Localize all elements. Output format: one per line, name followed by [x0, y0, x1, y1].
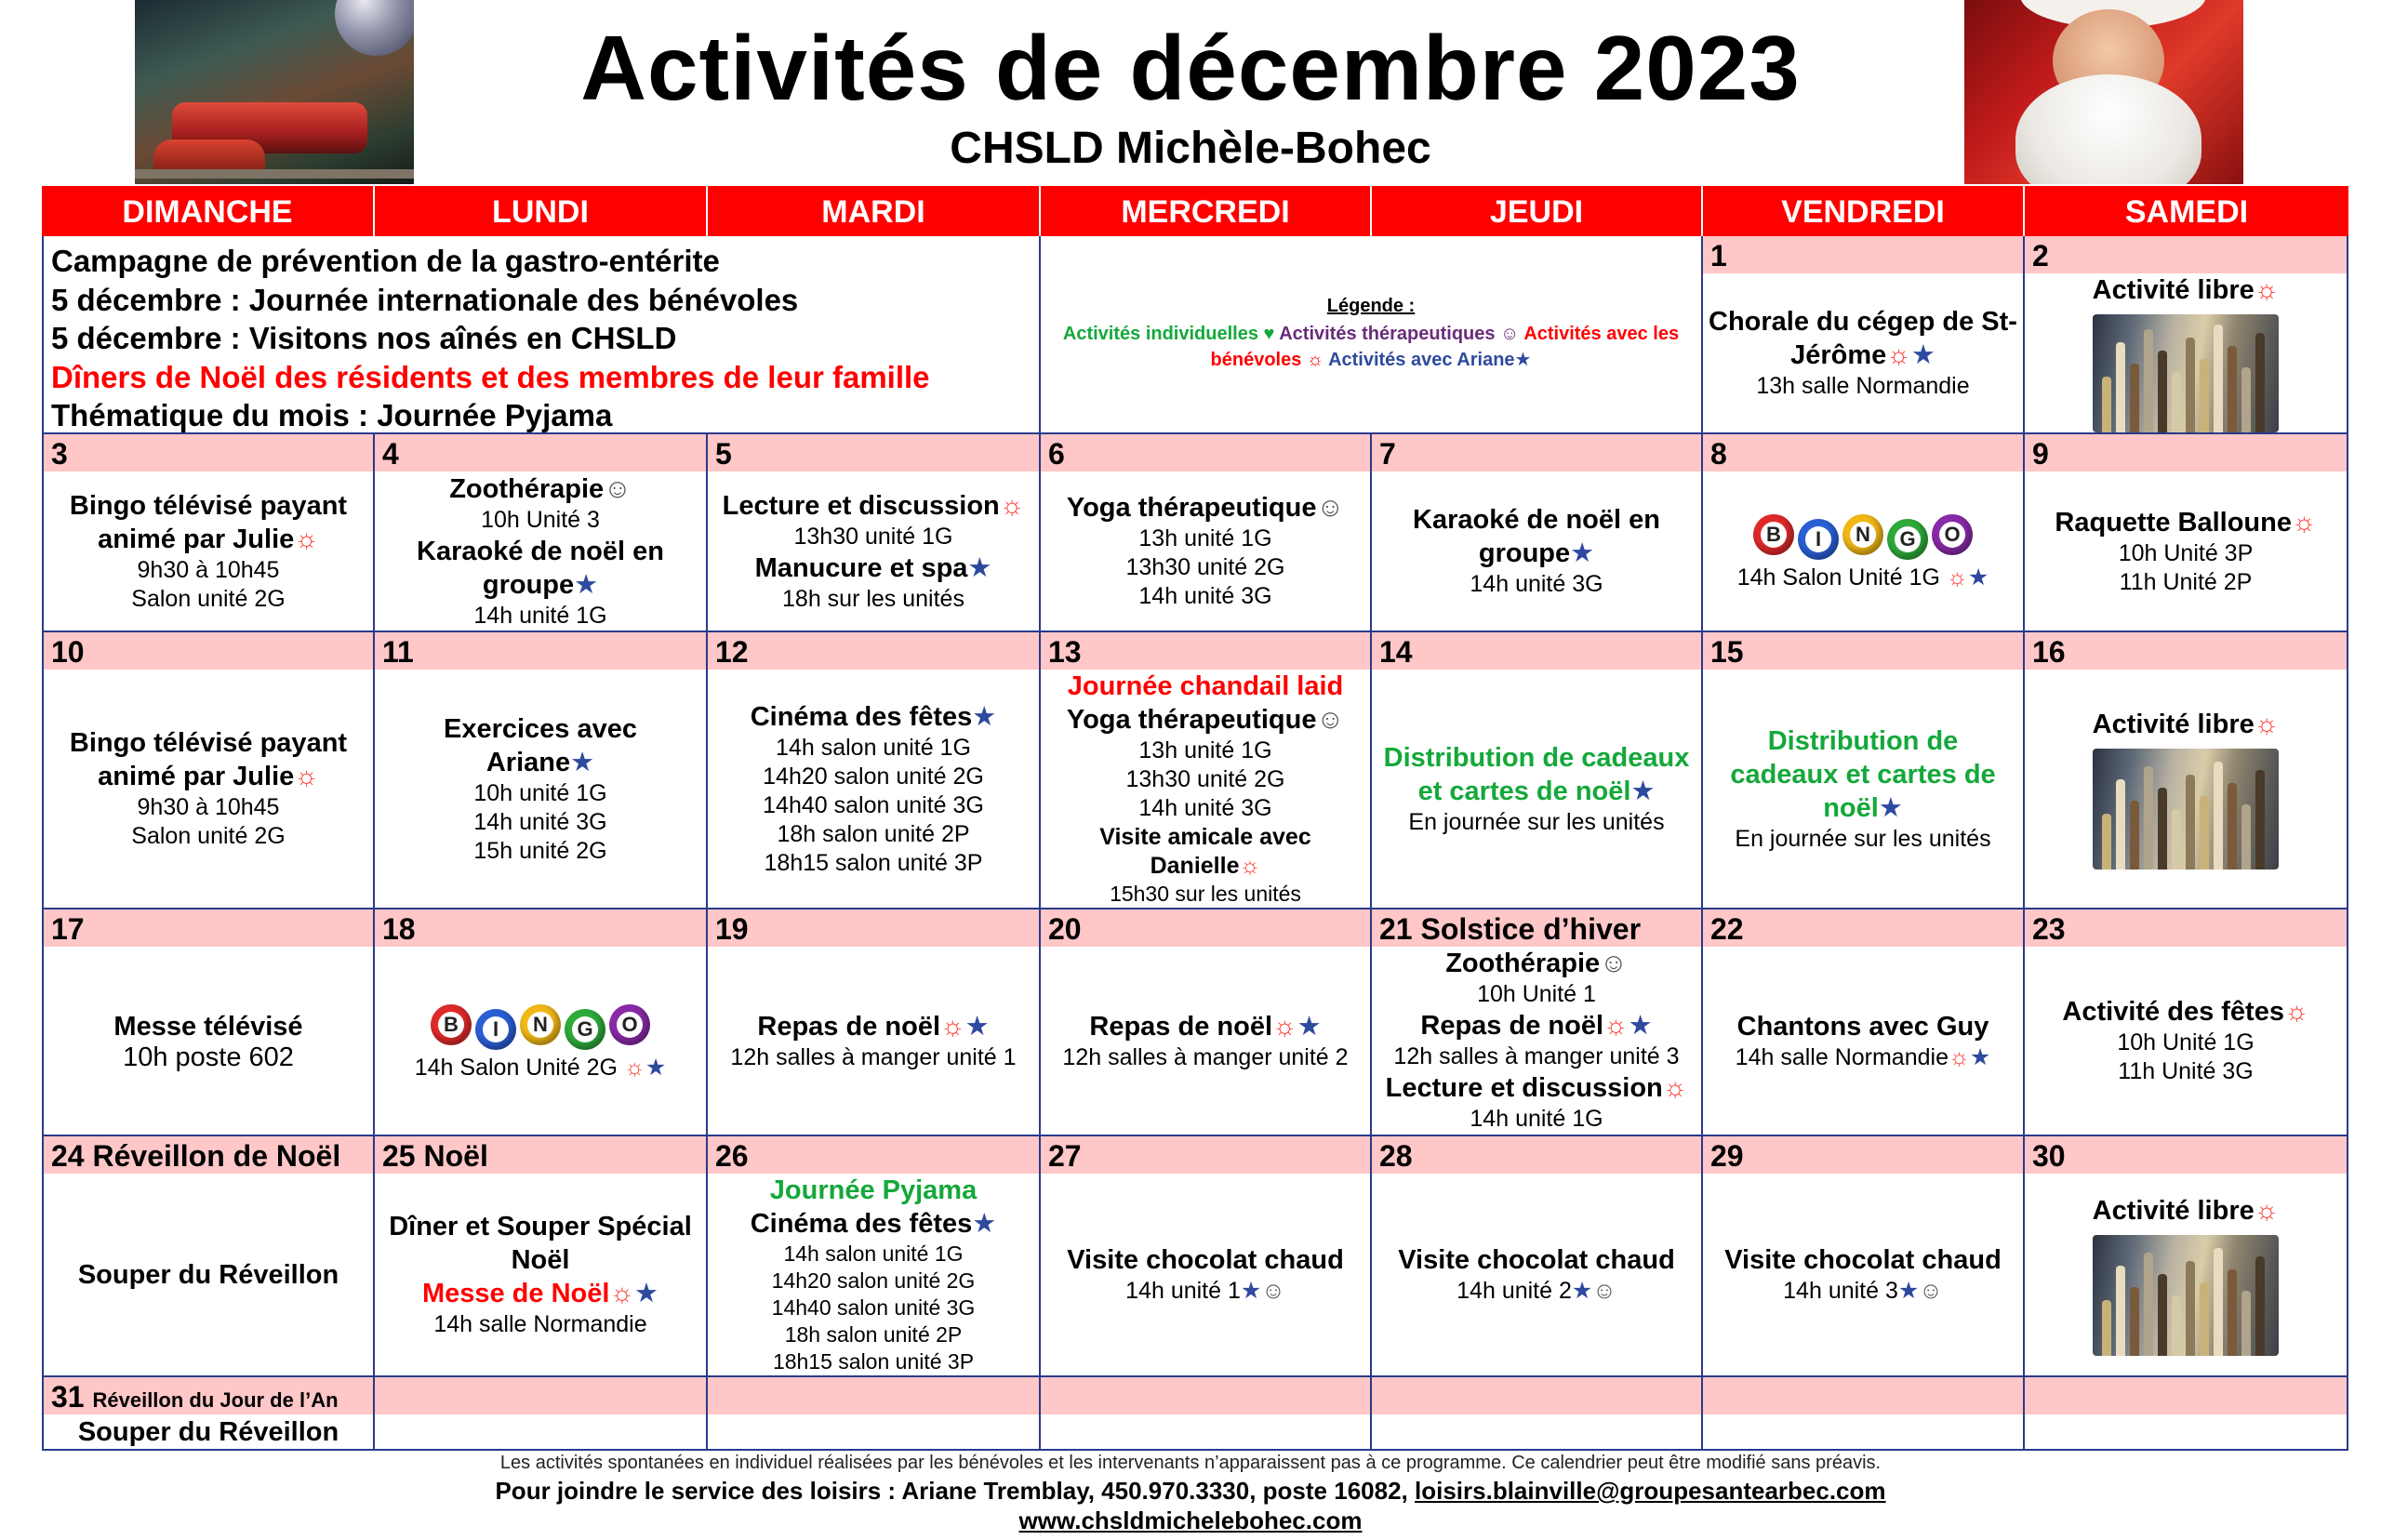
- event-detail: 13h unité 1G: [1138, 737, 1272, 763]
- event-detail: 12h salles à manger unité 3: [1393, 1043, 1680, 1069]
- day-cell-2: 2 Activité libre☼: [2025, 236, 2348, 434]
- page-subtitle: CHSLD Michèle-Bohec: [950, 124, 1431, 173]
- empty-cell: [1372, 1377, 1703, 1451]
- event-detail: 14h unité 3: [1783, 1278, 1898, 1304]
- date-number: 18: [375, 909, 706, 947]
- event-detail: En journée sur les unités: [1408, 808, 1665, 835]
- date-number: 7: [1372, 434, 1701, 471]
- event-title: Dîner et Souper Spécial Noël: [389, 1212, 692, 1275]
- event-detail: 12h salles à manger unité 2: [1062, 1043, 1349, 1070]
- event-title: Activité des fêtes: [2062, 997, 2284, 1027]
- email-link[interactable]: loisirs.blainville@groupesantearbec.com: [1415, 1477, 1886, 1505]
- footer-contact: [0, 1477, 2381, 1506]
- event-detail: 18h salon unité 2P: [784, 1322, 963, 1347]
- event-detail: En journée sur les unités: [1735, 825, 1991, 852]
- page-header: [0, 0, 2381, 184]
- event-detail: 14h Salon Unité 1G: [1736, 564, 1940, 591]
- event-detail: 12h salles à manger unité 1: [730, 1043, 1017, 1070]
- contact-text: Pour joindre le service des loisirs : Ariane Tremblay, 450.970.3330, poste 16082,: [495, 1477, 1408, 1505]
- day-cell-22: 22 Chantons avec Guy 14h salle Normandie☼★: [1703, 909, 2025, 1136]
- event-title: Messe de Noël: [421, 1279, 610, 1308]
- event-detail: 10h Unité 1: [1477, 981, 1596, 1007]
- event-detail: 18h sur les unités: [782, 585, 964, 612]
- event-detail: 14h20 salon unité 2G: [771, 1268, 976, 1293]
- event-title: Distribution de cadeaux et cartes de noël: [1383, 742, 1690, 806]
- day-cell-9: 9 Raquette Ballounе☼ 10h Unité 3P 11h Unité 2P: [2025, 434, 2348, 632]
- date-number: 15: [1703, 632, 2023, 670]
- info-line: Dîners de Noël des résidents et des membres de leur famille: [51, 359, 930, 394]
- day-cell-18: 18 B I N G O 14h Salon Unité 2G ☼★: [375, 909, 708, 1136]
- event-detail: 13h unité 1G: [1138, 525, 1272, 551]
- day-cell-10: 10 Bingo télévisé payant animé par Julie☼ 9h30 à 10h45 Salon unité 2G: [42, 632, 375, 909]
- legend-therapeutic: Activités thérapeutiques ☺: [1279, 324, 1520, 344]
- event-detail: 14h unité 3G: [1138, 795, 1272, 821]
- event-title: Manucure et spa: [754, 552, 968, 583]
- day-cell-25: 25 Noël Dîner et Souper Spécial Noël Messe de Noël☼★ 14h salle Normandie: [375, 1136, 708, 1377]
- date-number: 17: [44, 909, 373, 947]
- legend-box: [1041, 236, 1703, 434]
- event-detail: 14h salon unité 1G: [776, 734, 971, 761]
- day-cell-30: 30 Activité libre☼: [2025, 1136, 2348, 1377]
- event-detail: 11h Unité 2P: [2119, 568, 2253, 595]
- empty-cell: [1041, 1377, 1372, 1451]
- event-title: Chorale du cégep de St-Jérôme: [1709, 307, 2017, 370]
- date-number: 3: [44, 434, 373, 471]
- event-detail: 10h unité 1G: [473, 779, 607, 806]
- event-detail: 14h unité 3G: [1470, 571, 1603, 597]
- day-cell-14: 14 Distribution de cadeaux et cartes de noël★ En journée sur les unités: [1372, 632, 1703, 909]
- date-number: 8: [1703, 434, 2023, 471]
- website-link[interactable]: www.chsldmichelebohec.com: [1018, 1507, 1363, 1534]
- event-detail: 18h15 salon unité 3P: [764, 849, 983, 876]
- day-cell-26: 26 Journée Pyjama Cinéma des fêtes★ 14h salon unité 1G 14h20 salon unité 2G 14h40 salon unité 3G 18h salon unité 2P 18h15 salon unité 3P: [708, 1136, 1041, 1377]
- event-detail: 14h unité 3G: [473, 808, 607, 835]
- day-header-jeudi: JEUDI: [1372, 186, 1703, 236]
- event-title: Cinéma des fêtes: [750, 701, 973, 732]
- event-detail: 14h40 salon unité 3G: [771, 1295, 976, 1320]
- event-title: Visite chocolat chaud: [1067, 1245, 1344, 1275]
- event-detail: 11h Unité 3G: [2118, 1058, 2254, 1084]
- event-detail: 9h30 à 10h45: [137, 556, 280, 583]
- event-title: Messe télévisé: [113, 1011, 303, 1042]
- date-number: 5: [708, 434, 1039, 471]
- date-number: 12: [708, 632, 1039, 670]
- day-header-vendredi: VENDREDI: [1703, 186, 2025, 236]
- day-cell-1: 1 Chorale du cégep de St-Jérôme☼★ 13h salle Normandie: [1703, 236, 2025, 434]
- footer-note: Les activités spontanées en individuel réalisées par les bénévoles et les intervenants n’apparaissent pas à ce programme. Ce calendrier peut être modifié sans préavis.: [499, 1453, 1882, 1473]
- event-detail: 9h30 à 10h45: [137, 794, 280, 820]
- event-title: Journée Pyjama: [769, 1175, 978, 1205]
- day-cell-19: 19 Repas de noël☼★ 12h salles à manger unité 1: [708, 909, 1041, 1136]
- day-cell-21: 21 Solstice d’hiver Zoothérapie☺ 10h Unité 1 Repas de noël☼★ 12h salles à manger unité 3 Lecture et discussion☼ 14h unité 1G: [1372, 909, 1703, 1136]
- legend-title: Légende :: [1326, 296, 1416, 316]
- day-cell-15: 15 Distribution de cadeaux et cartes de noël★ En journée sur les unités: [1703, 632, 2025, 909]
- calendar-grid: [42, 186, 2348, 1451]
- event-detail: Salon unité 2G: [131, 823, 286, 849]
- day-cell-3: 3 Bingo télévisé payant animé par Julie☼ 9h30 à 10h45 Salon unité 2G: [42, 434, 375, 632]
- event-title: Bingo télévisé payant animé par Julie: [69, 490, 348, 554]
- day-cell-7: 7 Karaoké de noël en groupe★ 14h unité 3G: [1372, 434, 1703, 632]
- event-title: Repas de noël: [1420, 1011, 1604, 1041]
- day-cell-24: [42, 1136, 375, 1377]
- day-cell-13: 13 Journée chandail laid Yoga thérapeutique☺ 13h unité 1G 13h30 unité 2G 14h unité 3G Visite amicale avec Danielle☼ 15h30 sur les unités: [1041, 632, 1372, 909]
- event-title: Activité libre: [2092, 1195, 2255, 1226]
- event-detail: 15h unité 2G: [473, 837, 607, 864]
- monthly-info-box: [42, 236, 1041, 434]
- info-line: 5 décembre : Journée internationale des bénévoles: [51, 282, 799, 317]
- event-title: Souper du Réveillon: [77, 1259, 339, 1290]
- page-title: Activités de décembre 2023: [580, 17, 1801, 119]
- day-cell-27: 27 Visite chocolat chaud 14h unité 1★☺: [1041, 1136, 1372, 1377]
- bingo-logo: B I N G O: [431, 1000, 650, 1050]
- event-detail: 14h unité 3G: [1138, 583, 1272, 609]
- date-number: 25 Noël: [375, 1136, 706, 1174]
- event-title: Raquette Ballounе: [2055, 507, 2292, 538]
- paintbrushes-image: [2093, 749, 2279, 870]
- day-header-mardi: MARDI: [708, 186, 1041, 236]
- event-title: Activité libre: [2092, 710, 2255, 739]
- day-header-samedi: SAMEDI: [2025, 186, 2348, 236]
- date-number: 9: [2025, 434, 2347, 471]
- event-detail: 14h Salon Unité 2G: [414, 1054, 618, 1081]
- info-line: Thématique du mois : Journée Pyjama: [51, 398, 613, 432]
- date-number: 27: [1041, 1136, 1370, 1174]
- day-cell-28: 28 Visite chocolat chaud 14h unité 2★☺: [1372, 1136, 1703, 1377]
- event-title: Zoothérapie: [449, 473, 605, 504]
- event-title: Journée chandail laid: [1067, 671, 1344, 701]
- event-detail: 13h salle Normandie: [1756, 373, 1970, 399]
- event-title: Bingo télévisé payant animé par Julie: [69, 728, 348, 791]
- event-detail: 18h salon unité 2P: [777, 820, 970, 847]
- day-cell-6: 6 Yoga thérapeutique☺ 13h unité 1G 13h30 unité 2G 14h unité 3G: [1041, 434, 1372, 632]
- day-cell-12: 12 Cinéma des fêtes★ 14h salon unité 1G 14h20 salon unité 2G 14h40 salon unité 3G 18h salon unité 2P 18h15 salon unité 3P: [708, 632, 1041, 909]
- date-number: 14: [1372, 632, 1701, 670]
- paintbrushes-image: [2093, 314, 2279, 432]
- event-detail: 14h salle Normandie: [433, 1311, 647, 1337]
- event-detail: 13h30 unité 2G: [1125, 766, 1285, 792]
- event-title: Repas de noël: [757, 1011, 941, 1042]
- day-cell-4: 4 Zoothérapie☺ 10h Unité 3 Karaoké de noël en groupe★ 14h unité 1G: [375, 434, 708, 632]
- event-title: Zoothérapie: [1445, 949, 1601, 978]
- event-detail: 14h unité 1: [1125, 1278, 1241, 1304]
- event-title: Souper du Réveillon: [77, 1416, 339, 1447]
- event-title: Activité libre: [2092, 275, 2255, 305]
- event-title: Karaoké de noël en groupe: [1413, 505, 1660, 568]
- event-title: Chantons avec Guy: [1736, 1011, 1989, 1042]
- event-detail: 10h Unité 3: [481, 506, 600, 533]
- event-title: Lecture et discussion: [1385, 1073, 1663, 1103]
- info-line: 5 décembre : Visitons nos aînés en CHSLD: [51, 321, 677, 355]
- date-number: 22: [1703, 909, 2023, 947]
- day-header-lundi: LUNDI: [375, 186, 708, 236]
- event-detail: 15h30 sur les unités: [1110, 882, 1301, 906]
- event-detail: 13h30 unité 1G: [793, 523, 953, 550]
- event-title: Cinéma des fêtes: [750, 1209, 973, 1239]
- event-detail: 14h unité 2: [1457, 1278, 1572, 1304]
- day-cell-23: 23 Activité des fêtes☼ 10h Unité 1G 11h Unité 3G: [2025, 909, 2348, 1136]
- date-number: 13: [1041, 632, 1370, 670]
- day-cell-17: [42, 909, 375, 1136]
- legend-volunteers: Activités avec les bénévoles ☼: [1210, 324, 1680, 370]
- day-header-dimanche: DIMANCHE: [42, 186, 375, 236]
- event-title: Repas de noël: [1089, 1011, 1273, 1042]
- date-number: 19: [708, 909, 1039, 947]
- day-header-mercredi: MERCREDI: [1041, 186, 1372, 236]
- date-number: 4: [375, 434, 706, 471]
- santa-photo: [1964, 0, 2243, 184]
- date-number: 2: [2025, 236, 2347, 273]
- date-number: 10: [44, 632, 373, 670]
- event-detail: 14h20 salon unité 2G: [763, 763, 984, 790]
- legend-ariane: Activités avec Ariane★: [1328, 350, 1532, 370]
- empty-cell: [2025, 1377, 2348, 1451]
- day-cell-29: 29 Visite chocolat chaud 14h unité 3★☺: [1703, 1136, 2025, 1377]
- date-number: 28: [1372, 1136, 1701, 1174]
- date-number: 30: [2025, 1136, 2347, 1174]
- date-number: 26: [708, 1136, 1039, 1174]
- date-number: 23: [2025, 909, 2347, 947]
- event-detail: 14h salle Normandie: [1735, 1043, 1949, 1070]
- event-detail: 14h salon unité 1G: [783, 1241, 964, 1266]
- day-cell-5: 5 Lecture et discussion☼ 13h30 unité 1G Manucure et spa★ 18h sur les unités: [708, 434, 1041, 632]
- date-number: 20: [1041, 909, 1370, 947]
- event-detail: 14h40 salon unité 3G: [763, 791, 984, 818]
- date-number: 29: [1703, 1136, 2023, 1174]
- date-number: 24 Réveillon de Noël: [44, 1136, 373, 1174]
- event-title: Lecture et discussion: [722, 490, 1000, 521]
- legend-individual: Activités individuelles ♥: [1062, 324, 1275, 344]
- event-title: Yoga thérapeutique: [1066, 493, 1317, 523]
- date-number: 11: [375, 632, 706, 670]
- event-detail: 18h15 salon unité 3P: [772, 1349, 975, 1374]
- event-title: Karaoké de noël en groupe: [417, 536, 664, 600]
- event-title: Exercices avec Ariane: [443, 713, 638, 777]
- date-number: 21 Solstice d’hiver: [1372, 909, 1701, 947]
- info-line: Campagne de prévention de la gastro-entérite: [51, 244, 720, 278]
- event-title: Visite chocolat chaud: [1398, 1245, 1675, 1275]
- event-detail: 10h Unité 3P: [2118, 539, 2254, 566]
- event-detail: 14h unité 1G: [473, 602, 607, 629]
- date-number: 6: [1041, 434, 1370, 471]
- date-number: 1: [1703, 236, 2023, 273]
- day-cell-11: 11 Exercices avec Ariane★ 10h unité 1G 14h unité 3G 15h unité 2G: [375, 632, 708, 909]
- bingo-logo: B I N G O: [1753, 510, 1973, 560]
- empty-cell: [1703, 1377, 2025, 1451]
- empty-cell: [375, 1377, 708, 1451]
- event-detail: 10h poste 602: [123, 1042, 294, 1072]
- event-detail: 10h Unité 1G: [2117, 1029, 2255, 1055]
- day-cell-31: [42, 1377, 375, 1451]
- date-subtitle: Réveillon du Jour de l’An: [92, 1388, 339, 1412]
- event-title: Visite chocolat chaud: [1724, 1245, 2002, 1275]
- day-cell-20: 20 Repas de noël☼★ 12h salles à manger unité 2: [1041, 909, 1372, 1136]
- paintbrushes-image: [2093, 1235, 2279, 1356]
- day-cell-8: 8 B I N G O 14h Salon Unité 1G ☼★: [1703, 434, 2025, 632]
- event-title: Distribution de cadeaux et cartes de noël: [1730, 725, 1996, 823]
- date-number: 31: [51, 1380, 85, 1414]
- event-detail: 13h30 unité 2G: [1125, 554, 1285, 580]
- event-detail: Salon unité 2G: [131, 585, 286, 612]
- day-cell-16: 16 Activité libre☼: [2025, 632, 2348, 909]
- event-title: Visite amicale avec Danielle: [1099, 824, 1311, 879]
- empty-cell: [708, 1377, 1041, 1451]
- date-number: 16: [2025, 632, 2347, 670]
- event-title: Yoga thérapeutique: [1066, 705, 1317, 735]
- event-detail: 14h unité 1G: [1470, 1106, 1603, 1132]
